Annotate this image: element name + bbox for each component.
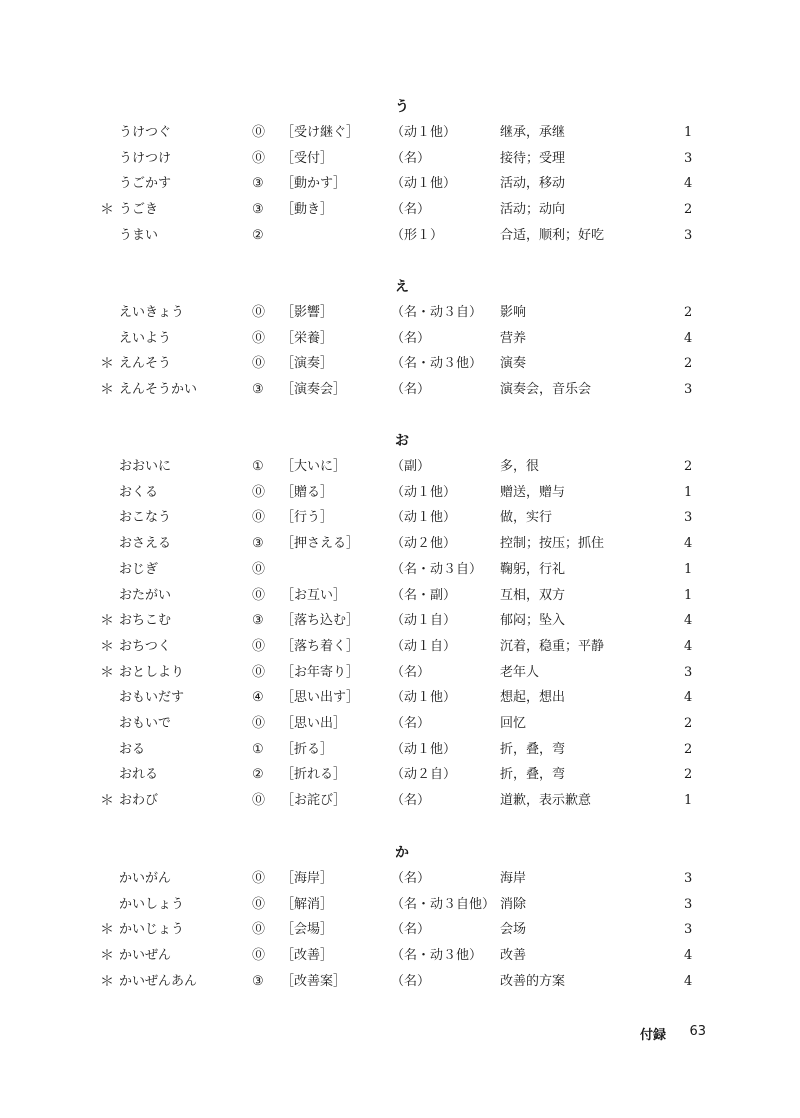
entry-meaning: 折，叠，弯 — [500, 741, 566, 757]
glossary-entry — [0, 791, 800, 817]
entry-kanji: ［演奏］ — [281, 356, 334, 372]
entry-kana: おとしより — [119, 664, 185, 680]
glossary-entry — [0, 534, 800, 560]
entry-part-of-speech: （动１他） — [391, 484, 457, 500]
entry-meaning: 影响 — [500, 305, 527, 320]
entry-lesson: 2 — [684, 305, 693, 320]
entry-lesson: 3 — [684, 150, 693, 166]
entry-meaning: 老年人 — [500, 664, 540, 680]
entry-part-of-speech: （名） — [391, 382, 431, 398]
glossary-entry — [0, 200, 800, 226]
glossary-entry — [0, 972, 800, 998]
entry-part-of-speech: （名） — [391, 716, 431, 731]
entry-accent: ⓪ — [252, 948, 266, 964]
entry-kanji: ［贈る］ — [281, 484, 334, 500]
entry-accent: ③ — [252, 536, 264, 552]
entry-meaning: 折，叠，弯 — [500, 767, 566, 783]
entry-kana: おちつく — [119, 638, 171, 654]
entry-meaning: 回忆 — [500, 716, 527, 731]
section-heading: う — [395, 99, 409, 115]
entry-kana: えいきょう — [119, 305, 185, 320]
entry-part-of-speech: （名・副） — [391, 587, 457, 603]
entry-lesson: 4 — [684, 330, 693, 346]
entry-meaning: 改善 — [500, 948, 527, 964]
glossary-entry — [0, 329, 800, 355]
entry-kanji: ［お互い］ — [281, 587, 347, 603]
entry-accent: ⓪ — [252, 922, 266, 938]
entry-meaning: 活动，移动 — [500, 176, 566, 192]
section-heading: え — [395, 279, 409, 295]
entry-part-of-speech: （动１自） — [391, 613, 457, 629]
glossary-entry — [0, 765, 800, 791]
entry-kanji: ［折る］ — [281, 741, 334, 757]
entry-part-of-speech: （名・动３他） — [391, 356, 483, 372]
entry-accent: ⓪ — [252, 305, 266, 320]
entry-kana: えんそうかい — [119, 382, 198, 398]
entry-meaning: 营养 — [500, 330, 527, 346]
page-number: 63 — [689, 1024, 706, 1039]
entry-lesson: 2 — [684, 716, 693, 731]
appendix-label: 付録 — [639, 1028, 666, 1043]
entry-lesson: 2 — [684, 767, 693, 783]
entry-accent: ⓪ — [252, 638, 266, 654]
entry-accent: ⓪ — [252, 587, 266, 603]
entry-meaning: 做，实行 — [500, 510, 553, 526]
key-word-marker: ＊ — [100, 638, 114, 655]
entry-kanji: ［改善］ — [281, 948, 334, 964]
entry-meaning: 控制；按压；抓住 — [500, 536, 605, 552]
entry-part-of-speech: （副） — [391, 459, 431, 474]
entry-meaning: 合适，顺利；好吃 — [500, 227, 605, 243]
entry-meaning: 活动；动向 — [500, 202, 566, 218]
entry-part-of-speech: （动１自） — [391, 638, 457, 654]
entry-part-of-speech: （动１他） — [391, 125, 457, 140]
entry-kanji: ［栄養］ — [281, 330, 334, 346]
entry-part-of-speech: （名） — [391, 871, 431, 886]
entry-meaning: 郁闷；坠入 — [500, 613, 566, 629]
entry-part-of-speech: （名） — [391, 922, 431, 938]
glossary-entry — [0, 688, 800, 714]
entry-accent: ⓪ — [252, 793, 266, 809]
entry-part-of-speech: （动２自） — [391, 767, 457, 783]
entry-kanji: ［落ち着く］ — [281, 638, 360, 654]
entry-kana: かいぜんあん — [119, 973, 198, 989]
entry-part-of-speech: （名） — [391, 150, 431, 166]
entry-accent: ① — [252, 459, 264, 474]
entry-meaning: 继承，承继 — [500, 125, 566, 140]
entry-lesson: 4 — [684, 613, 693, 629]
glossary-entry — [0, 354, 800, 380]
entry-lesson: 3 — [684, 382, 693, 398]
entry-meaning: 演奏会，音乐会 — [500, 382, 592, 398]
entry-lesson: 3 — [684, 871, 693, 886]
entry-part-of-speech: （动１他） — [391, 510, 457, 526]
entry-accent: ⓪ — [252, 125, 266, 140]
entry-kanji: ［思い出］ — [281, 716, 347, 731]
entry-meaning: 演奏 — [500, 356, 527, 372]
glossary-entry — [0, 611, 800, 637]
entry-meaning: 消除 — [500, 896, 527, 912]
entry-meaning: 道歉，表示歉意 — [500, 793, 592, 809]
entry-accent: ③ — [252, 202, 264, 218]
entry-part-of-speech: （名・动３自他） — [391, 896, 496, 912]
section-heading: か — [395, 845, 409, 861]
entry-part-of-speech: （名） — [391, 202, 431, 218]
key-word-marker: ＊ — [100, 948, 114, 965]
entry-accent: ⓪ — [252, 716, 266, 731]
entry-part-of-speech: （形１） — [391, 227, 444, 243]
glossary-entry — [0, 740, 800, 766]
entry-lesson: 4 — [684, 638, 693, 654]
entry-part-of-speech: （名） — [391, 793, 431, 809]
entry-kanji: ［行う］ — [281, 510, 334, 526]
glossary-entry — [0, 663, 800, 689]
entry-accent: ⓪ — [252, 150, 266, 166]
entry-kana: おもいだす — [119, 690, 185, 706]
entry-part-of-speech: （动１他） — [391, 690, 457, 706]
entry-kanji: ［押さえる］ — [281, 536, 360, 552]
entry-meaning: 互相，双方 — [500, 587, 566, 603]
entry-accent: ⓪ — [252, 330, 266, 346]
glossary-entry — [0, 586, 800, 612]
entry-kana: おじぎ — [119, 561, 159, 577]
glossary-entry — [0, 149, 800, 175]
entry-part-of-speech: （动１他） — [391, 741, 457, 757]
entry-kanji: ［お詫び］ — [281, 793, 347, 809]
entry-kana: うけつけ — [119, 150, 172, 166]
glossary-entry — [0, 483, 800, 509]
entry-kanji: ［演奏会］ — [281, 382, 347, 398]
glossary-entry — [0, 303, 800, 329]
entry-kana: かいじょう — [119, 922, 185, 938]
entry-kanji: ［大いに］ — [281, 459, 347, 474]
key-word-marker: ＊ — [100, 793, 114, 810]
entry-accent: ③ — [252, 382, 264, 398]
entry-kana: おおいに — [119, 459, 172, 474]
entry-accent: ② — [252, 767, 264, 783]
entry-meaning: 沉着，稳重；平静 — [500, 638, 605, 654]
glossary-entry — [0, 508, 800, 534]
entry-kana: うごき — [119, 202, 159, 218]
entry-lesson: 1 — [684, 484, 693, 500]
entry-kana: おこなう — [119, 510, 172, 526]
entry-kana: おる — [119, 741, 146, 757]
entry-accent: ④ — [252, 690, 264, 706]
entry-part-of-speech: （名・动３自） — [391, 561, 483, 577]
entry-accent: ① — [252, 741, 264, 757]
entry-kana: おたがい — [119, 587, 172, 603]
entry-lesson: 1 — [684, 793, 693, 809]
entry-lesson: 2 — [684, 741, 693, 757]
key-word-marker: ＊ — [100, 613, 114, 630]
entry-lesson: 4 — [684, 948, 693, 964]
key-word-marker: ＊ — [100, 922, 114, 939]
entry-accent: ⓪ — [252, 484, 266, 500]
key-word-marker: ＊ — [100, 202, 114, 219]
glossary-entry — [0, 869, 800, 895]
entry-lesson: 1 — [684, 125, 693, 140]
entry-kana: かいしょう — [119, 896, 185, 912]
entry-meaning: 赠送，赠与 — [500, 484, 566, 500]
entry-meaning: 接待；受理 — [500, 150, 566, 166]
entry-lesson: 4 — [684, 536, 693, 552]
entry-kanji: ［お年寄り］ — [281, 664, 360, 680]
entry-kanji: ［受け継ぐ］ — [281, 125, 360, 140]
entry-part-of-speech: （名・动３他） — [391, 948, 483, 964]
entry-part-of-speech: （名） — [391, 330, 431, 346]
entry-kanji: ［解消］ — [281, 896, 334, 912]
entry-part-of-speech: （动２他） — [391, 536, 457, 552]
entry-accent: ③ — [252, 176, 264, 192]
page-footer — [600, 1024, 708, 1044]
entry-kana: おれる — [119, 767, 159, 783]
key-word-marker: ＊ — [100, 664, 114, 681]
glossary-entry — [0, 174, 800, 200]
entry-meaning: 想起，想出 — [500, 690, 566, 706]
entry-lesson: 2 — [684, 202, 693, 218]
entry-part-of-speech: （动１他） — [391, 176, 457, 192]
entry-part-of-speech: （名） — [391, 973, 431, 989]
entry-kana: うまい — [119, 227, 159, 243]
section-heading: お — [395, 433, 409, 449]
glossary-entry — [0, 457, 800, 483]
entry-kana: おわび — [119, 793, 159, 809]
glossary-entry — [0, 895, 800, 921]
entry-kanji: ［思い出す］ — [281, 690, 360, 706]
glossary-entry — [0, 637, 800, 663]
entry-kana: うごかす — [119, 176, 172, 192]
entry-lesson: 3 — [684, 227, 693, 243]
entry-meaning: 多，很 — [500, 459, 540, 474]
entry-kanji: ［動き］ — [281, 202, 334, 218]
entry-lesson: 3 — [684, 664, 693, 680]
entry-kanji: ［折れる］ — [281, 767, 347, 783]
entry-accent: ⓪ — [252, 510, 266, 526]
entry-lesson: 3 — [684, 922, 693, 938]
glossary-entry — [0, 920, 800, 946]
entry-kanji: ［受付］ — [281, 150, 334, 166]
entry-kanji: ［海岸］ — [281, 871, 334, 886]
entry-part-of-speech: （名・动３自） — [391, 305, 483, 320]
entry-kana: おもいで — [119, 716, 172, 731]
glossary-entry — [0, 226, 800, 252]
entry-kana: かいがん — [119, 871, 172, 886]
entry-kana: おちこむ — [119, 613, 172, 629]
entry-lesson: 4 — [684, 690, 693, 706]
entry-accent: ⓪ — [252, 896, 266, 912]
entry-kanji: ［影響］ — [281, 305, 334, 320]
entry-lesson: 1 — [684, 561, 693, 577]
entry-lesson: 3 — [684, 510, 693, 526]
entry-lesson: 3 — [684, 896, 693, 912]
entry-accent: ③ — [252, 973, 264, 989]
entry-lesson: 4 — [684, 973, 693, 989]
entry-accent: ⓪ — [252, 356, 266, 372]
entry-kana: えんそう — [119, 356, 172, 372]
entry-meaning: 改善的方案 — [500, 973, 566, 989]
glossary-entry — [0, 946, 800, 972]
entry-accent: ⓪ — [252, 561, 266, 577]
entry-meaning: 会场 — [500, 922, 527, 938]
entry-accent: ② — [252, 227, 264, 243]
entry-kana: おくる — [119, 484, 159, 500]
key-word-marker: ＊ — [100, 382, 114, 399]
key-word-marker: ＊ — [100, 973, 114, 990]
entry-lesson: 4 — [684, 176, 693, 192]
entry-kana: うけつぐ — [119, 125, 172, 140]
glossary-entry — [0, 714, 800, 740]
entry-lesson: 2 — [684, 356, 693, 372]
entry-kanji: ［改善案］ — [281, 973, 347, 989]
entry-accent: ③ — [252, 613, 264, 629]
entry-kana: かいぜん — [119, 948, 172, 964]
entry-meaning: 海岸 — [500, 871, 527, 886]
entry-meaning: 鞠躬，行礼 — [500, 561, 566, 577]
entry-kana: えいよう — [119, 330, 172, 346]
glossary-entry — [0, 380, 800, 406]
entry-lesson: 2 — [684, 459, 693, 474]
key-word-marker: ＊ — [100, 356, 114, 373]
entry-kanji: ［動かす］ — [281, 176, 347, 192]
entry-kanji: ［会場］ — [281, 922, 334, 938]
entry-accent: ⓪ — [252, 664, 266, 680]
entry-lesson: 1 — [684, 587, 693, 603]
entry-part-of-speech: （名） — [391, 664, 431, 680]
entry-kana: おさえる — [119, 536, 172, 552]
glossary-entry — [0, 560, 800, 586]
entry-kanji: ［落ち込む］ — [281, 613, 360, 629]
entry-accent: ⓪ — [252, 871, 266, 886]
glossary-entry — [0, 123, 800, 149]
